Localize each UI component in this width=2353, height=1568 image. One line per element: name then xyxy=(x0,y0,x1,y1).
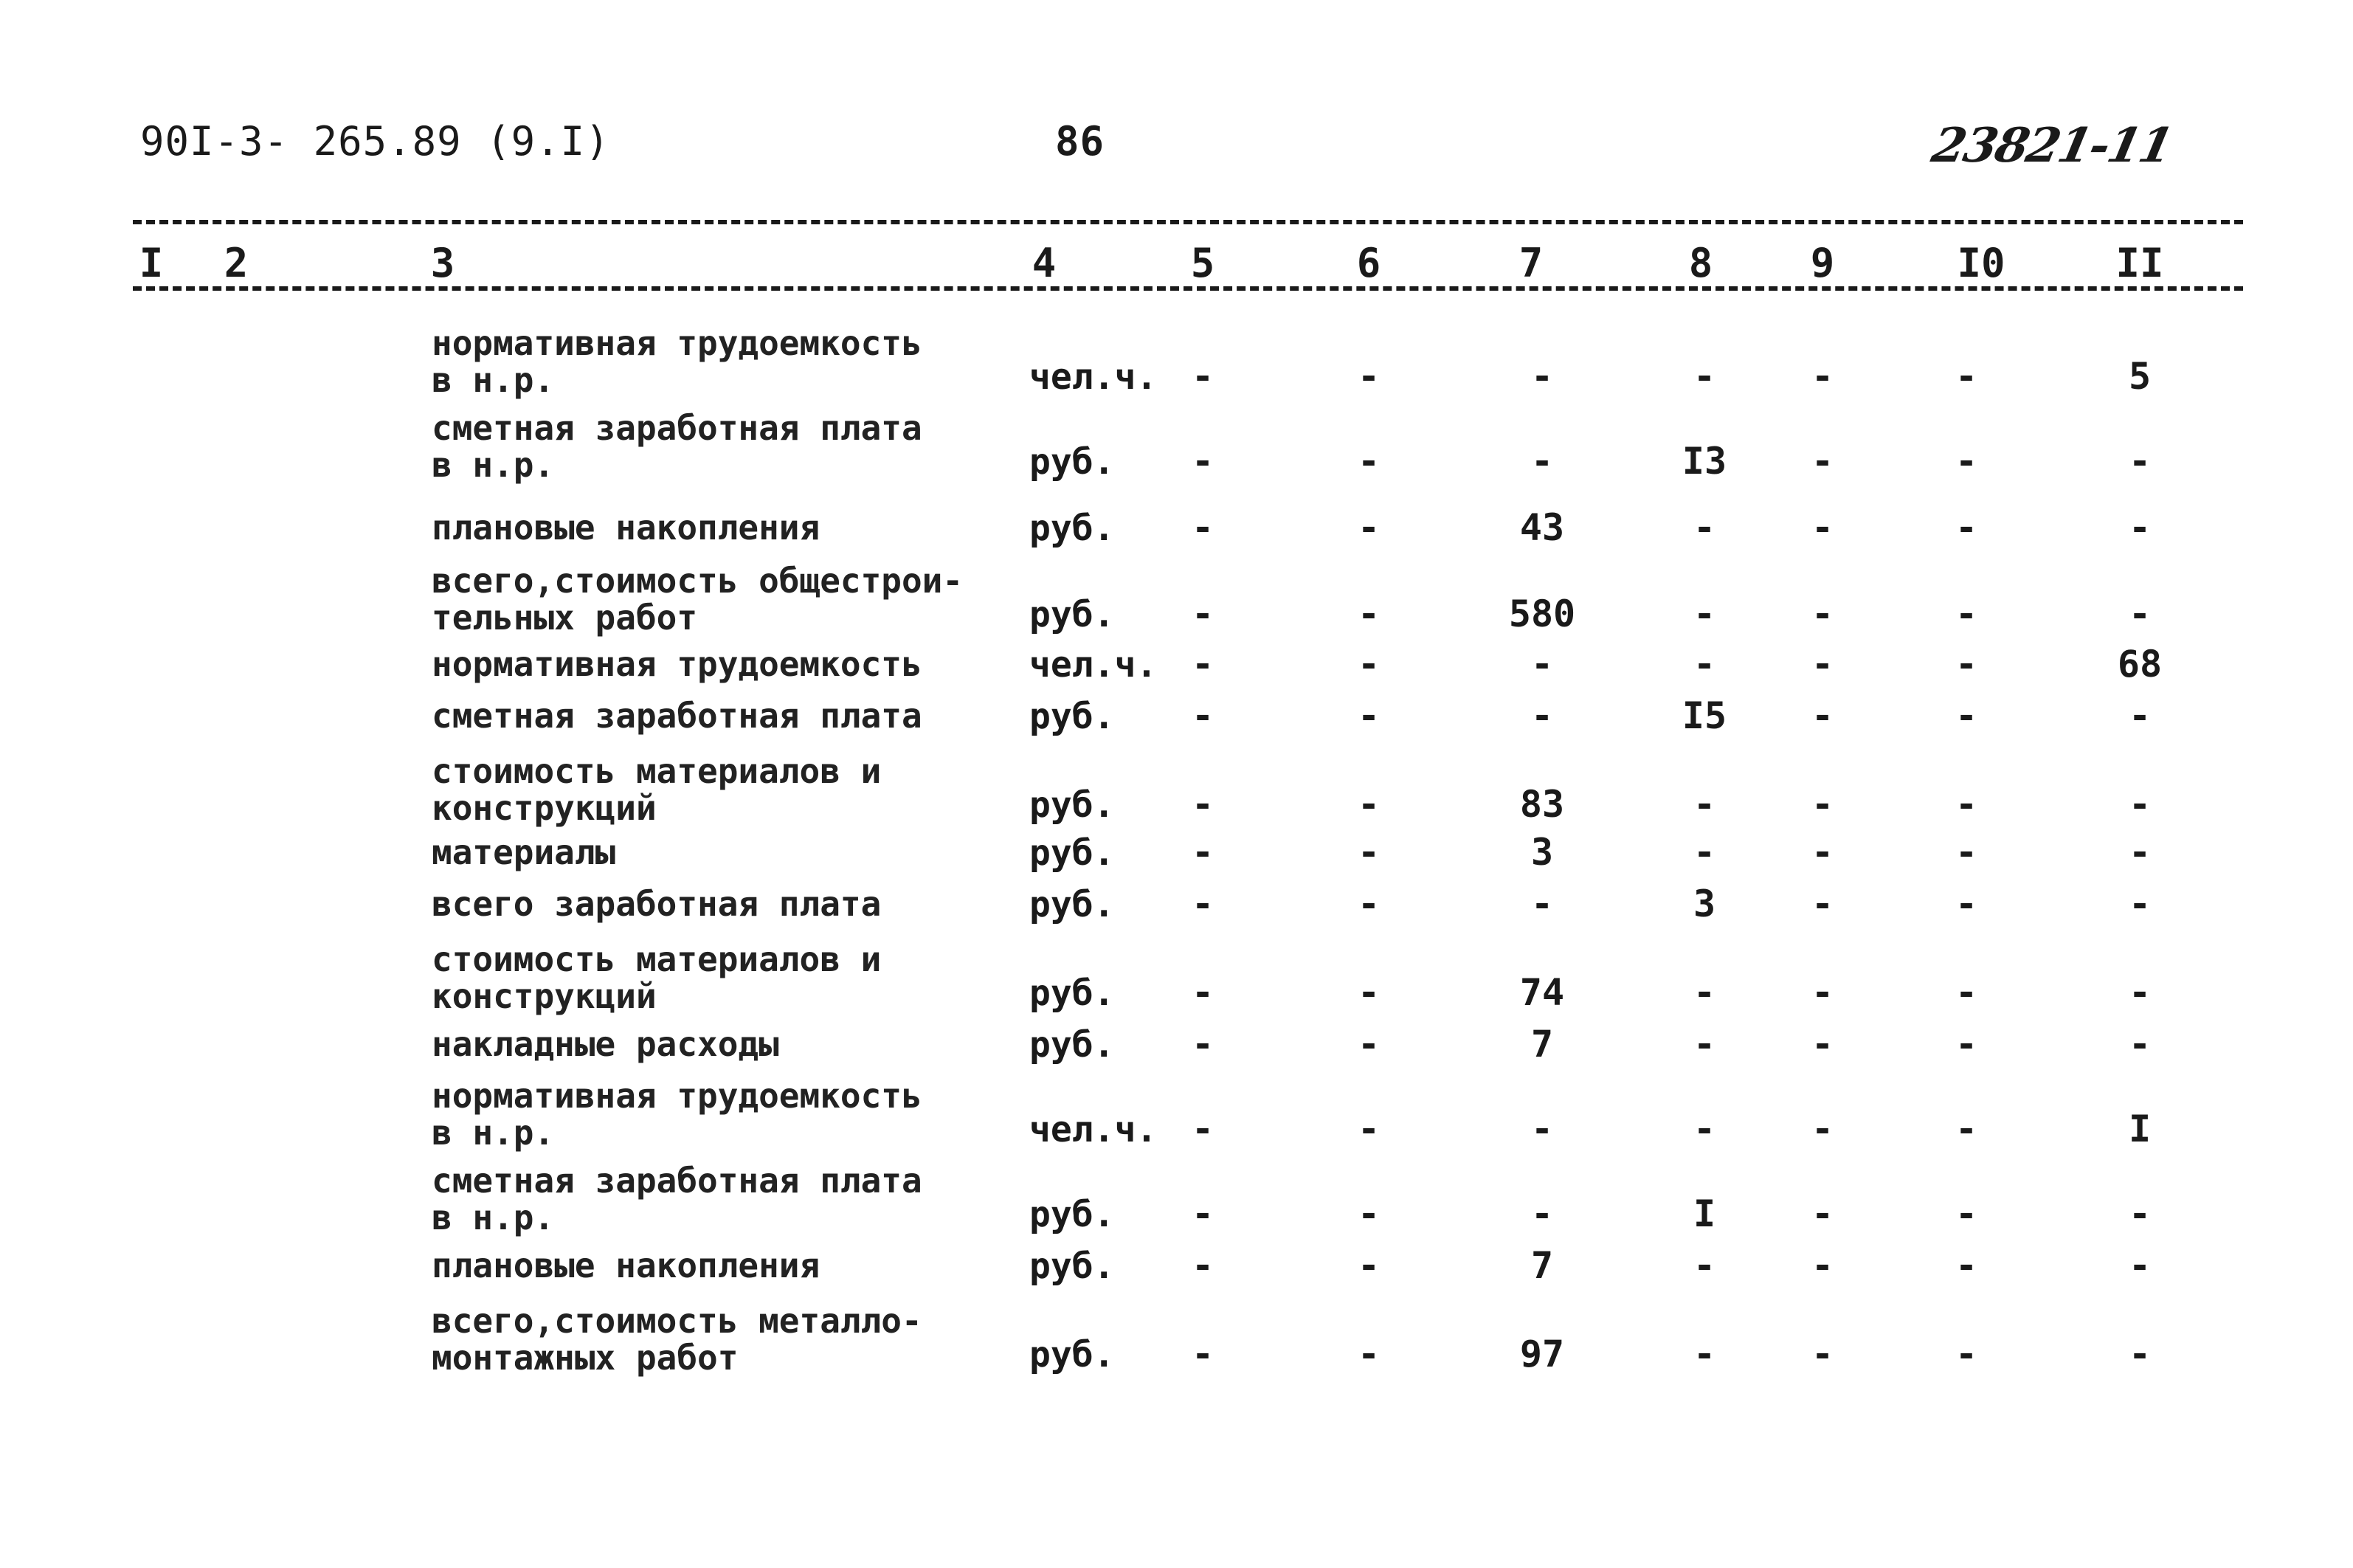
cell-col-6: - xyxy=(1357,971,1381,1014)
column-header-1: I xyxy=(139,240,164,286)
cell-col-9: - xyxy=(1811,831,1834,874)
cell-col-8: I xyxy=(1693,1192,1716,1235)
cell-col-7: - xyxy=(1530,355,1554,398)
cell-col-8: - xyxy=(1693,593,1716,635)
row-label: нормативная трудоемкость xyxy=(432,644,922,684)
row-unit: руб. xyxy=(1029,1246,1115,1287)
row-unit: руб. xyxy=(1029,784,1115,826)
cell-col-10: - xyxy=(1955,440,1978,483)
cell-col-5: - xyxy=(1191,971,1214,1014)
row-unit: руб. xyxy=(1029,441,1115,483)
cell-col-5: - xyxy=(1191,506,1214,549)
row-label: стоимость материалов и конструкций xyxy=(432,751,882,828)
cell-col-5: - xyxy=(1191,783,1214,826)
column-header-2: 2 xyxy=(224,240,249,286)
cell-col-8: - xyxy=(1693,355,1716,398)
cell-col-6: - xyxy=(1357,506,1381,549)
cell-col-5: - xyxy=(1191,643,1214,685)
cell-col-7: 7 xyxy=(1530,1244,1554,1287)
cell-col-9: - xyxy=(1811,593,1834,635)
cell-col-5: - xyxy=(1191,883,1214,925)
cell-col-7: - xyxy=(1530,1108,1554,1150)
cell-col-10: - xyxy=(1955,783,1978,826)
cell-col-10: - xyxy=(1955,971,1978,1014)
cell-col-11: - xyxy=(2128,593,2152,635)
cell-col-11: - xyxy=(2128,971,2152,1014)
cell-col-9: - xyxy=(1811,1333,1834,1375)
cell-col-9: - xyxy=(1811,643,1834,685)
cell-col-7: 74 xyxy=(1519,971,1565,1014)
cell-col-10: - xyxy=(1955,883,1978,925)
cell-col-7: - xyxy=(1530,643,1554,685)
cell-col-11: - xyxy=(2128,1333,2152,1375)
cell-col-10: - xyxy=(1955,1333,1978,1375)
cell-col-11: - xyxy=(2128,831,2152,874)
row-unit: руб. xyxy=(1029,1194,1115,1235)
cell-col-11: - xyxy=(2128,440,2152,483)
cell-col-9: - xyxy=(1811,1108,1834,1150)
cell-col-8: - xyxy=(1693,1333,1716,1375)
row-unit: руб. xyxy=(1029,594,1115,635)
cell-col-6: - xyxy=(1357,1333,1381,1375)
cell-col-10: - xyxy=(1955,694,1978,737)
row-label: нормативная трудоемкость в н.р. xyxy=(432,323,922,400)
cell-col-8: - xyxy=(1693,643,1716,685)
cell-col-6: - xyxy=(1357,831,1381,874)
cell-col-9: - xyxy=(1811,355,1834,398)
cell-col-8: - xyxy=(1693,831,1716,874)
cell-col-10: - xyxy=(1955,643,1978,685)
cell-col-6: - xyxy=(1357,1192,1381,1235)
cell-col-6: - xyxy=(1357,643,1381,685)
cell-col-8: - xyxy=(1693,971,1716,1014)
row-unit: руб. xyxy=(1029,973,1115,1014)
cell-col-11: 68 xyxy=(2117,643,2163,685)
cell-col-6: - xyxy=(1357,883,1381,925)
cell-col-10: - xyxy=(1955,831,1978,874)
row-label: плановые накопления xyxy=(432,508,820,548)
cell-col-8: 3 xyxy=(1693,883,1716,925)
cell-col-5: - xyxy=(1191,1333,1214,1375)
cell-col-5: - xyxy=(1191,1023,1214,1066)
cell-col-10: - xyxy=(1955,506,1978,549)
cell-col-5: - xyxy=(1191,1244,1214,1287)
cell-col-7: - xyxy=(1530,694,1554,737)
cell-col-5: - xyxy=(1191,440,1214,483)
cell-col-9: - xyxy=(1811,1192,1834,1235)
cell-col-8: - xyxy=(1693,1023,1716,1066)
cell-col-7: - xyxy=(1530,1192,1554,1235)
cell-col-10: - xyxy=(1955,1023,1978,1066)
column-header-5: 5 xyxy=(1190,240,1215,286)
cell-col-7: - xyxy=(1530,440,1554,483)
cell-col-5: - xyxy=(1191,1108,1214,1150)
cell-col-7: 97 xyxy=(1519,1333,1565,1375)
column-header-3: 3 xyxy=(430,240,455,286)
cell-col-7: 7 xyxy=(1530,1023,1554,1066)
cell-col-11: I xyxy=(2128,1108,2152,1150)
cell-col-11: - xyxy=(2128,1023,2152,1066)
cell-col-7: 83 xyxy=(1519,783,1565,826)
cell-col-9: - xyxy=(1811,971,1834,1014)
cell-col-9: - xyxy=(1811,694,1834,737)
cell-col-11: - xyxy=(2128,883,2152,925)
cell-col-8: - xyxy=(1693,783,1716,826)
cell-col-11: - xyxy=(2128,783,2152,826)
cell-col-11: - xyxy=(2128,1192,2152,1235)
cell-col-9: - xyxy=(1811,883,1834,925)
cell-col-8: I3 xyxy=(1682,440,1727,483)
cell-col-11: - xyxy=(2128,506,2152,549)
row-unit: руб. xyxy=(1029,1024,1115,1066)
header-rule-bottom xyxy=(133,286,2243,291)
row-label: сметная заработная плата в н.р. xyxy=(432,408,922,485)
cell-col-8: - xyxy=(1693,1108,1716,1150)
row-label: накладные расходы xyxy=(432,1024,779,1064)
row-label: материалы xyxy=(432,832,616,872)
row-unit: руб. xyxy=(1029,1334,1115,1375)
cell-col-6: - xyxy=(1357,1108,1381,1150)
column-header-9: 9 xyxy=(1810,240,1835,286)
cell-col-6: - xyxy=(1357,1023,1381,1066)
cell-col-7: - xyxy=(1530,883,1554,925)
cell-col-11: - xyxy=(2128,1244,2152,1287)
handwritten-registration-number: 23821-11 xyxy=(1927,118,2177,173)
cell-col-8: - xyxy=(1693,506,1716,549)
cell-col-6: - xyxy=(1357,593,1381,635)
cell-col-8: - xyxy=(1693,1244,1716,1287)
row-unit: руб. xyxy=(1029,696,1115,737)
cell-col-6: - xyxy=(1357,440,1381,483)
cell-col-5: - xyxy=(1191,831,1214,874)
cell-col-5: - xyxy=(1191,1192,1214,1235)
cell-col-9: - xyxy=(1811,1023,1834,1066)
cell-col-11: 5 xyxy=(2128,355,2152,398)
row-label: сметная заработная плата в н.р. xyxy=(432,1161,922,1237)
cell-col-5: - xyxy=(1191,694,1214,737)
cell-col-10: - xyxy=(1955,1108,1978,1150)
cell-col-11: - xyxy=(2128,694,2152,737)
cell-col-8: I5 xyxy=(1682,694,1727,737)
column-header-6: 6 xyxy=(1356,240,1381,286)
cell-col-7: 3 xyxy=(1530,831,1554,874)
cell-col-6: - xyxy=(1357,694,1381,737)
row-label: стоимость материалов и конструкций xyxy=(432,939,882,1016)
cell-col-10: - xyxy=(1955,1192,1978,1235)
row-unit: чел.ч. xyxy=(1029,356,1158,398)
cell-col-9: - xyxy=(1811,440,1834,483)
cell-col-7: 580 xyxy=(1508,593,1576,635)
row-unit: руб. xyxy=(1029,884,1115,925)
row-label: плановые накопления xyxy=(432,1246,820,1285)
page-number: 86 xyxy=(1055,118,1105,165)
column-header-11: II xyxy=(2115,240,2164,286)
cell-col-9: - xyxy=(1811,506,1834,549)
column-header-4: 4 xyxy=(1032,240,1057,286)
row-label: всего,стоимость общестрои- тельных работ xyxy=(432,561,964,638)
row-label: всего,стоимость металло- монтажных работ xyxy=(432,1301,922,1378)
cell-col-10: - xyxy=(1955,1244,1978,1287)
cell-col-5: - xyxy=(1191,593,1214,635)
row-unit: руб. xyxy=(1029,508,1115,549)
row-unit: чел.ч. xyxy=(1029,1109,1158,1150)
row-label: сметная заработная плата xyxy=(432,696,922,736)
row-unit: руб. xyxy=(1029,832,1115,874)
column-header-10: I0 xyxy=(1957,240,2005,286)
column-header-7: 7 xyxy=(1518,240,1544,286)
cell-col-6: - xyxy=(1357,355,1381,398)
column-header-8: 8 xyxy=(1688,240,1713,286)
row-label: всего заработная плата xyxy=(432,884,882,924)
cell-col-6: - xyxy=(1357,783,1381,826)
cell-col-7: 43 xyxy=(1519,506,1565,549)
row-unit: чел.ч. xyxy=(1029,644,1158,685)
row-label: нормативная трудоемкость в н.р. xyxy=(432,1076,922,1153)
document-code: 90I-3- 265.89 (9.I) xyxy=(140,118,610,165)
cell-col-6: - xyxy=(1357,1244,1381,1287)
cell-col-9: - xyxy=(1811,783,1834,826)
cell-col-10: - xyxy=(1955,593,1978,635)
cell-col-9: - xyxy=(1811,1244,1834,1287)
cell-col-5: - xyxy=(1191,355,1214,398)
header-rule-top xyxy=(133,220,2243,224)
cell-col-10: - xyxy=(1955,355,1978,398)
